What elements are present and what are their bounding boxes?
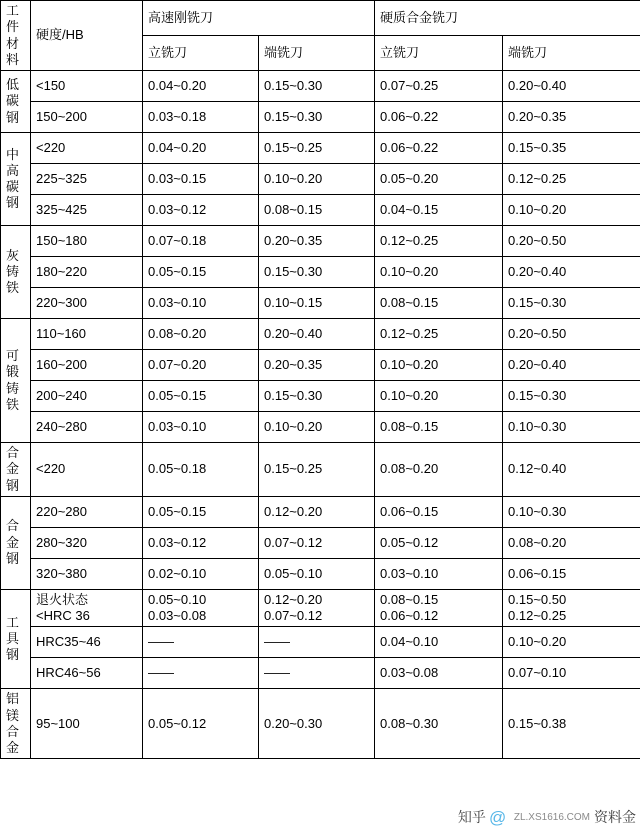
at-icon	[488, 808, 512, 826]
value-cell: 0.05~0.10	[259, 558, 375, 589]
hardness-cell: 280~320	[31, 527, 143, 558]
hardness-line-1: 退火状态	[36, 591, 89, 607]
material-cell: 铝镁合金	[1, 689, 31, 759]
value-cell: ——	[259, 658, 375, 689]
value-cell: 0.03~0.10	[143, 412, 259, 443]
table-row	[1, 350, 640, 381]
value-cell: 0.08~0.15	[259, 195, 375, 226]
value-cell: 0.20~0.35	[259, 226, 375, 257]
table-row	[1, 102, 640, 133]
value-cell: 0.05~0.15	[143, 496, 259, 527]
value-cell: 0.06~0.22	[375, 102, 503, 133]
value-cell: 0.10~0.30	[503, 496, 640, 527]
value-cell: 0.20~0.40	[503, 71, 640, 102]
table-row	[1, 226, 640, 257]
value-cell: ——	[143, 658, 259, 689]
hardness-cell: 110~160	[31, 319, 143, 350]
hardness-line-2: <HRC 36	[36, 608, 90, 623]
table-row	[1, 381, 640, 412]
value-cell: 0.15~0.30	[503, 381, 640, 412]
material-cell: 可锻铸铁	[1, 319, 31, 443]
table-row	[1, 627, 640, 658]
hardness-cell: 320~380	[31, 558, 143, 589]
value-line-1: 0.05~0.10	[148, 591, 207, 607]
value-cell: 0.08~0.20	[375, 443, 503, 497]
value-cell: 0.07~0.18	[143, 226, 259, 257]
value-cell: 0.10~0.20	[259, 412, 375, 443]
value-cell: 0.03~0.12	[143, 527, 259, 558]
header-sub-hss-end-mill: 立铣刀	[143, 36, 259, 71]
value-cell: 0.05~0.12	[143, 689, 259, 759]
table-row	[1, 558, 640, 589]
value-line-1: 0.12~0.20	[264, 591, 323, 607]
value-cell: 0.07~0.20	[143, 350, 259, 381]
value-cell: 0.04~0.20	[143, 71, 259, 102]
value-cell: 0.04~0.10	[375, 627, 503, 658]
zhihu-label: 知乎	[457, 809, 486, 825]
value-cell: 0.03~0.10	[143, 288, 259, 319]
value-line-2: 0.12~0.25	[508, 608, 567, 623]
hardness-cell: 95~100	[31, 689, 143, 759]
value-cell: 0.20~0.40	[503, 257, 640, 288]
value-cell	[143, 589, 259, 627]
value-line-2: 0.06~0.12	[380, 608, 439, 623]
svg-text:@: @	[488, 808, 507, 826]
value-cell: 0.10~0.20	[375, 381, 503, 412]
value-cell: 0.03~0.10	[375, 558, 503, 589]
value-cell: 0.03~0.18	[143, 102, 259, 133]
value-cell: 0.10~0.20	[259, 164, 375, 195]
watermark	[458, 807, 636, 827]
value-cell: 0.08~0.30	[375, 689, 503, 759]
material-cell: 灰铸铁	[1, 226, 31, 319]
header-group-carbide: 硬质合金铣刀	[375, 1, 640, 36]
value-cell: 0.20~0.35	[259, 350, 375, 381]
hardness-cell: 150~180	[31, 226, 143, 257]
material-cell: 合金钢	[1, 496, 31, 589]
value-cell: 0.15~0.35	[503, 133, 640, 164]
value-cell: 0.04~0.20	[143, 133, 259, 164]
material-cell: 中高碳钢	[1, 133, 31, 226]
value-cell: 0.08~0.15	[375, 288, 503, 319]
table-row	[1, 195, 640, 226]
hardness-cell: 150~200	[31, 102, 143, 133]
watermark-label: 资料金	[594, 809, 636, 825]
table-row	[1, 257, 640, 288]
value-cell: 0.20~0.50	[503, 319, 640, 350]
table-row	[1, 443, 640, 497]
value-cell: 0.05~0.15	[143, 381, 259, 412]
table-row	[1, 319, 640, 350]
value-cell: 0.05~0.15	[143, 257, 259, 288]
hardness-cell: <220	[31, 443, 143, 497]
table-row	[1, 589, 640, 627]
hardness-cell: 220~300	[31, 288, 143, 319]
value-cell: 0.15~0.30	[503, 288, 640, 319]
value-cell: 0.12~0.40	[503, 443, 640, 497]
value-cell: 0.20~0.50	[503, 226, 640, 257]
value-cell: 0.12~0.20	[259, 496, 375, 527]
value-cell: 0.03~0.15	[143, 164, 259, 195]
value-line-1: 0.08~0.15	[380, 591, 439, 607]
hardness-cell: <150	[31, 71, 143, 102]
value-cell: 0.15~0.30	[259, 381, 375, 412]
value-cell: 0.08~0.20	[143, 319, 259, 350]
hardness-cell: HRC35~46	[31, 627, 143, 658]
table-header-row-1	[1, 1, 640, 36]
value-cell: 0.12~0.25	[375, 319, 503, 350]
value-cell: 0.15~0.38	[503, 689, 640, 759]
value-cell: 0.06~0.15	[503, 558, 640, 589]
hardness-cell: 180~220	[31, 257, 143, 288]
value-cell: 0.08~0.15	[375, 412, 503, 443]
table-row	[1, 527, 640, 558]
watermark-url: ZL.XS1616.COM	[513, 811, 590, 823]
hardness-cell: 240~280	[31, 412, 143, 443]
value-cell: 0.07~0.10	[503, 658, 640, 689]
table-row	[1, 133, 640, 164]
value-cell: 0.10~0.20	[503, 627, 640, 658]
table-row	[1, 689, 640, 759]
value-cell: 0.20~0.30	[259, 689, 375, 759]
table-row	[1, 412, 640, 443]
value-cell: 0.03~0.08	[375, 658, 503, 689]
table-row	[1, 164, 640, 195]
hardness-cell: 200~240	[31, 381, 143, 412]
value-line-1: 0.15~0.50	[508, 591, 567, 607]
value-cell: 0.10~0.20	[375, 257, 503, 288]
value-cell: 0.20~0.35	[503, 102, 640, 133]
value-cell: 0.10~0.20	[375, 350, 503, 381]
value-cell: 0.15~0.30	[259, 257, 375, 288]
table-row	[1, 658, 640, 689]
value-cell: 0.15~0.25	[259, 133, 375, 164]
value-cell: 0.04~0.15	[375, 195, 503, 226]
value-cell	[503, 589, 640, 627]
hardness-cell	[31, 589, 143, 627]
header-material: 工件材料	[1, 1, 31, 71]
value-cell: 0.02~0.10	[143, 558, 259, 589]
table-row	[1, 288, 640, 319]
value-cell: 0.07~0.12	[259, 527, 375, 558]
hardness-cell: 325~425	[31, 195, 143, 226]
value-cell: 0.05~0.12	[375, 527, 503, 558]
value-cell: 0.10~0.30	[503, 412, 640, 443]
hardness-cell: HRC46~56	[31, 658, 143, 689]
header-sub-carbide-face-mill: 端铣刀	[503, 36, 640, 71]
material-cell: 合金钢	[1, 443, 31, 497]
table-row	[1, 496, 640, 527]
value-cell: 0.05~0.18	[143, 443, 259, 497]
value-cell: 0.06~0.22	[375, 133, 503, 164]
value-cell: 0.07~0.25	[375, 71, 503, 102]
material-cell: 低碳钢	[1, 71, 31, 133]
value-cell: 0.10~0.15	[259, 288, 375, 319]
value-cell: 0.15~0.30	[259, 102, 375, 133]
material-cell: 工具钢	[1, 589, 31, 689]
value-cell: 0.03~0.12	[143, 195, 259, 226]
header-sub-hss-face-mill: 端铣刀	[259, 36, 375, 71]
value-cell: 0.10~0.20	[503, 195, 640, 226]
value-line-2: 0.03~0.08	[148, 608, 207, 623]
value-cell: 0.20~0.40	[503, 350, 640, 381]
value-cell: 0.12~0.25	[375, 226, 503, 257]
hardness-cell: 220~280	[31, 496, 143, 527]
header-sub-carbide-end-mill: 立铣刀	[375, 36, 503, 71]
header-group-hss: 高速刚铣刀	[143, 1, 375, 36]
value-cell: 0.15~0.30	[259, 71, 375, 102]
value-cell: 0.20~0.40	[259, 319, 375, 350]
value-cell	[259, 589, 375, 627]
hardness-cell: <220	[31, 133, 143, 164]
value-cell: 0.05~0.20	[375, 164, 503, 195]
value-cell: 0.08~0.20	[503, 527, 640, 558]
value-cell: 0.12~0.25	[503, 164, 640, 195]
value-cell: 0.15~0.25	[259, 443, 375, 497]
value-line-2: 0.07~0.12	[264, 608, 323, 623]
hardness-cell: 160~200	[31, 350, 143, 381]
value-cell	[375, 589, 503, 627]
value-cell: ——	[259, 627, 375, 658]
value-cell: ——	[143, 627, 259, 658]
header-hardness: 硬度/HB	[31, 1, 143, 71]
value-cell: 0.06~0.15	[375, 496, 503, 527]
table-row	[1, 71, 640, 102]
hardness-cell: 225~325	[31, 164, 143, 195]
